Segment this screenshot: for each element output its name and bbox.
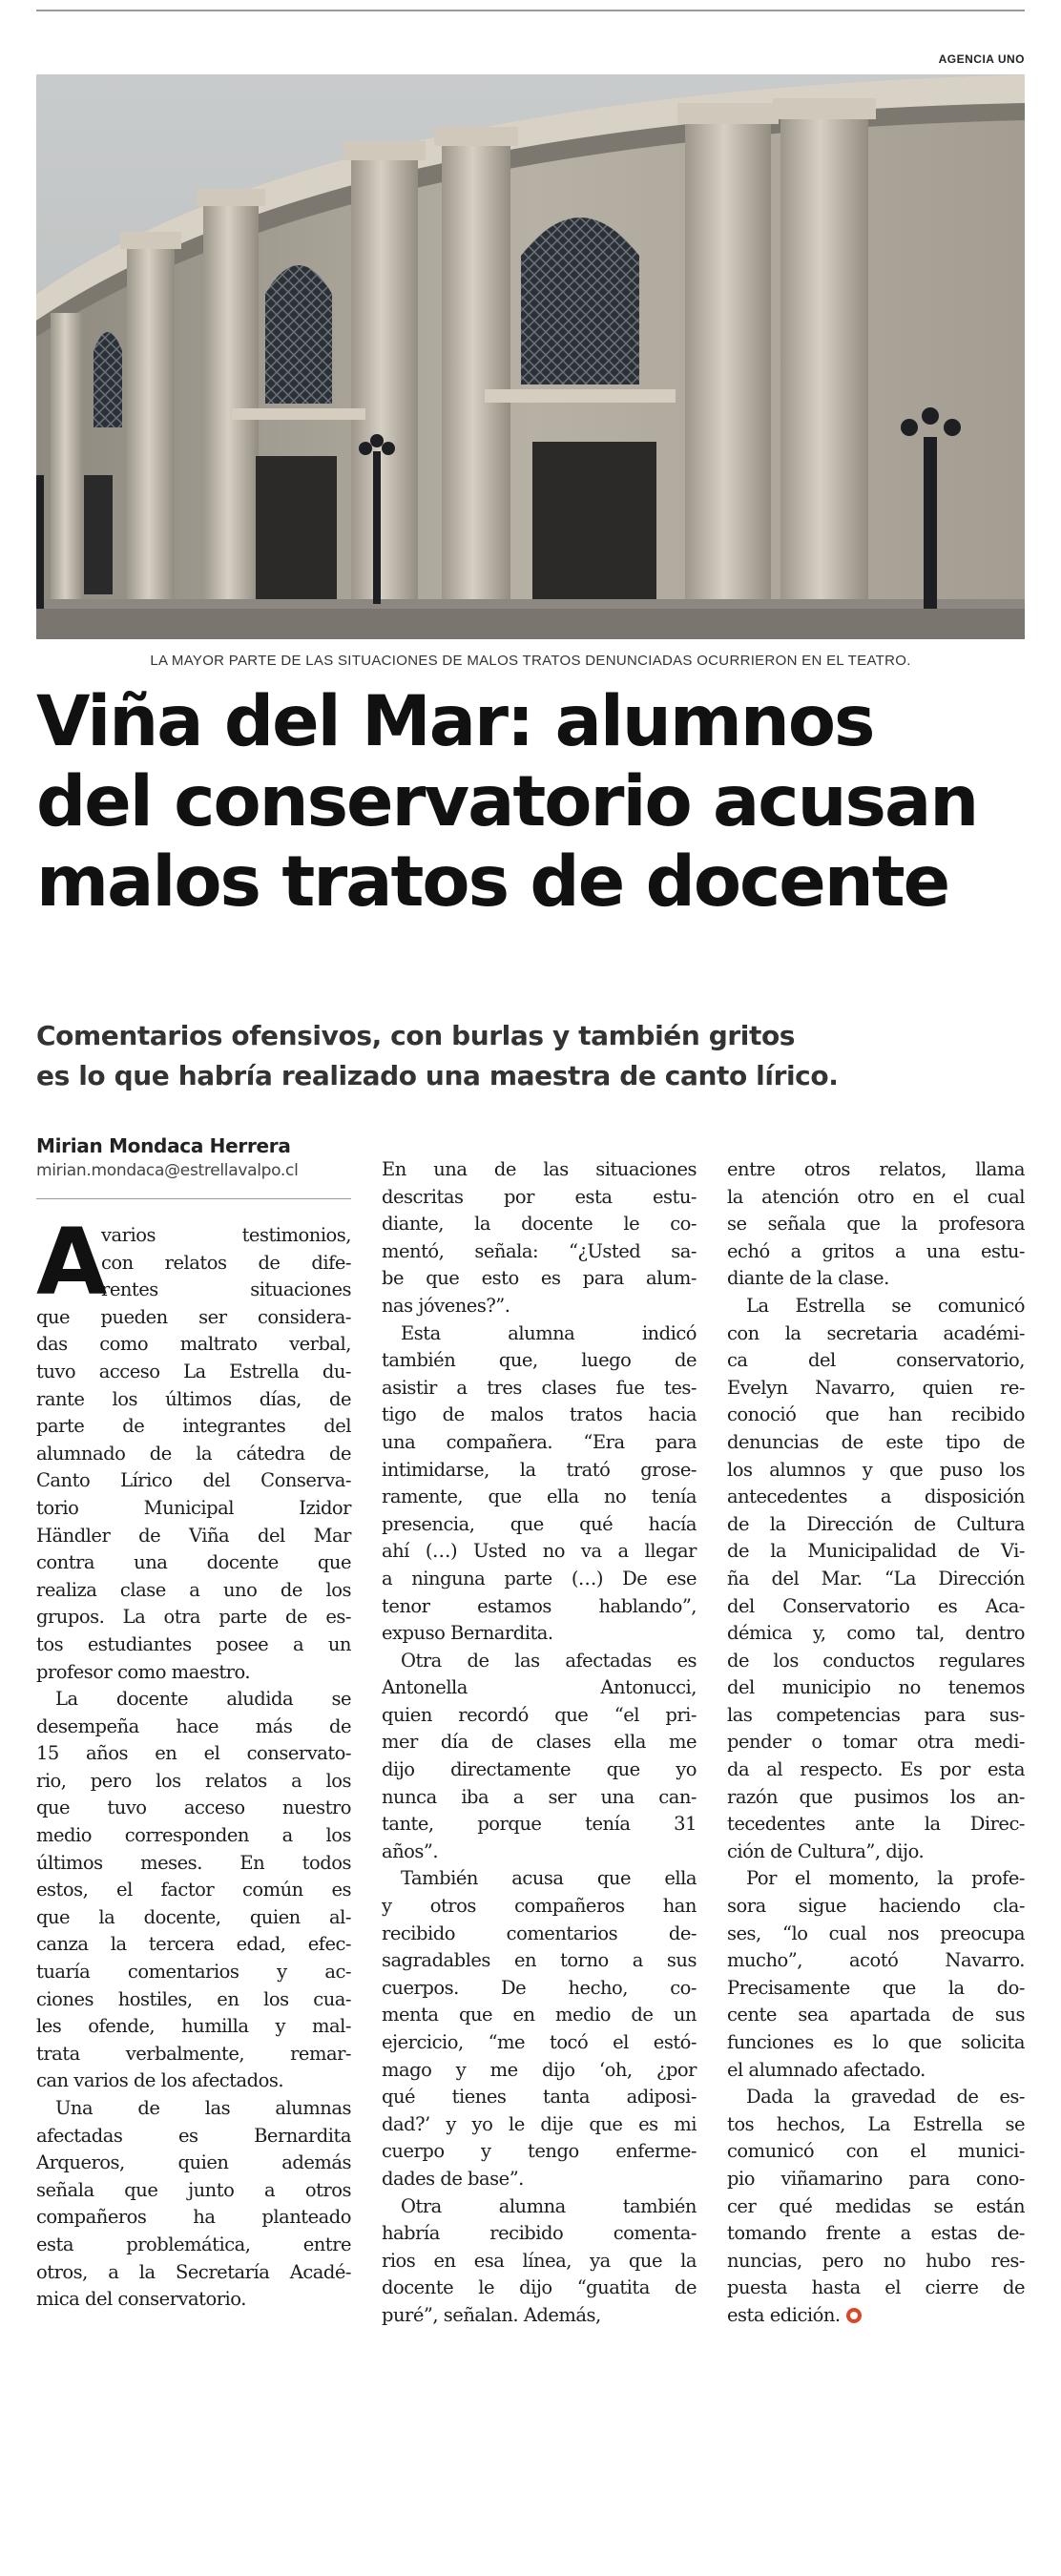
article-text-line: mer día de clases ella me — [382, 1731, 697, 1754]
headline-line: malos tratos de docente — [36, 841, 949, 923]
article-text-line: de la Municipalidad de Vi- — [727, 1540, 1025, 1563]
article-text-line: descritas por esta estu- — [382, 1185, 697, 1208]
article-text-line: una compañera. “Era para — [382, 1430, 697, 1453]
article-text-line: menta que en medio de un — [382, 2004, 697, 2026]
article-text-line: asistir a tres clases fue tes- — [382, 1376, 697, 1399]
article-text-line: ciones hostiles, en los cua- — [36, 1987, 351, 2010]
article-text-line: nuncias, pero no hubo res- — [727, 2249, 1025, 2272]
article-text-line: ramente, que ella no tenía — [382, 1485, 697, 1508]
article-text-line: Händler de Viña del Mar — [36, 1524, 351, 1547]
article-text-line: qué tienes tanta adiposi- — [382, 2086, 697, 2109]
byline-divider — [36, 1198, 351, 1199]
article-text-line: tuvo acceso La Estrella du- — [36, 1360, 351, 1382]
article-text-line: tecedentes ante la Direc- — [727, 1813, 1025, 1836]
article-text-line: otros, a la Secretaría Acadé- — [36, 2260, 351, 2283]
article-text-line: realiza clase a uno de los — [36, 1578, 351, 1601]
article-text-line: ción de Cultura”, dijo. — [727, 1839, 925, 1862]
article-text-line: mago y me dijo ‘oh, ¿por — [382, 2058, 697, 2081]
article-text-line: varios testimonios, — [101, 1224, 351, 1246]
subheadline-line: es lo que habría realizado una maestra de canto lírico. — [36, 1060, 839, 1091]
article-text-line: pender o tomar otra medi- — [727, 1731, 1025, 1754]
article-text-line: Otra alumna también — [401, 2194, 697, 2217]
article-text-line: pio viñamarino para cono- — [727, 2167, 1025, 2190]
lead-paragraph — [36, 1209, 351, 2314]
photo-credit: AGENCIA UNO — [938, 52, 1025, 66]
article-column-3 — [727, 1156, 1025, 2330]
article-text-line: recibido comentarios de- — [382, 1922, 697, 1944]
article-text-line: con relatos de dife- — [101, 1251, 351, 1274]
headline-line: del conservatorio acusan — [36, 761, 978, 842]
article-text-line: rio, pero los relatos a los — [36, 1769, 351, 1792]
article-text-line: das como maltrato verbal, — [36, 1333, 351, 1356]
article-text-line: docente le dijo “guatita de — [382, 2276, 697, 2299]
article-text-line: Otra de las afectadas es — [401, 1649, 697, 1672]
article-text-line: mucho”, acotó Navarro. — [727, 1949, 1025, 1972]
article-text-line: también que, luego de — [382, 1349, 697, 1372]
article-text-line: cuerpos. De hecho, co- — [382, 1976, 697, 1999]
drop-cap: A — [36, 1209, 107, 1316]
article-text-line: conoció que han recibido — [727, 1403, 1025, 1426]
article-text-line: dades de base”. — [382, 2167, 524, 2190]
article-text-line: alumnado de la cátedra de — [36, 1442, 351, 1465]
article-text-line: afectadas es Bernardita — [36, 2124, 351, 2147]
article-text-line: Precisamente que la do- — [727, 1976, 1025, 1999]
article-text-line: de los conductos regulares — [727, 1649, 1025, 1672]
article-text-line: tigo de malos tratos hacia — [382, 1403, 697, 1426]
article-text-line: ejercicio, “me tocó el estó- — [382, 2031, 697, 2053]
article-text-line: rios en esa línea, ya que la — [382, 2249, 697, 2272]
article-text-line: compañeros ha planteado — [36, 2206, 351, 2229]
subheadline-line: Comentarios ofensivos, con burlas y también gritos — [36, 1020, 796, 1051]
article-text-line: echó a gritos a una estu- — [727, 1239, 1025, 1262]
article-text-line: démica y, como tal, dentro — [727, 1622, 1025, 1645]
article-text-line: ca del conservatorio, — [727, 1349, 1025, 1372]
article-text-line: Esta alumna indicó — [401, 1321, 697, 1344]
article-text-line: mica del conservatorio. — [36, 2288, 246, 2311]
article-text-line: ses, “lo cual nos preocupa — [727, 1922, 1025, 1944]
article-text-line: denuncias de este tipo de — [727, 1430, 1025, 1453]
article-text-line: sora sigue haciendo cla- — [727, 1895, 1025, 1918]
article-text-line: tante, porque tenía 31 — [382, 1813, 697, 1836]
subheadline — [36, 1016, 1025, 1096]
article-text-line: los alumnos y que puso los — [727, 1458, 1025, 1481]
article-text-line: torio Municipal Izidor — [36, 1496, 351, 1519]
article-text-line: rentes situaciones — [101, 1278, 351, 1301]
article-text-line: años”. — [382, 1839, 439, 1862]
article-column-2 — [382, 1156, 697, 2330]
article-text-line: can varios de los afectados. — [36, 2069, 284, 2092]
article-text-line: diante de la clase. — [727, 1267, 889, 1290]
author-email[interactable]: mirian.mondaca@estrellavalpo.cl — [36, 1161, 299, 1180]
article-column-1 — [36, 1133, 351, 2314]
article-text-line: se señala que la profesora — [727, 1213, 1025, 1236]
article-text-line: nunca iba a ser una can- — [382, 1785, 697, 1808]
article-text-line: que tuvo acceso nuestro — [36, 1797, 351, 1819]
article-text-line: del municipio no tenemos — [727, 1676, 1025, 1699]
article-text-line: razón que pusimos los an- — [727, 1785, 1025, 1808]
article-text-line: dad?’ y yo le dije que es mi — [382, 2112, 697, 2135]
article-text-line: La docente aludida se — [55, 1688, 351, 1711]
article-text-line: quien recordó que “el pri- — [382, 1703, 697, 1726]
article-text-line: comunicó con el munici- — [727, 2140, 1025, 2163]
headline — [36, 682, 1025, 923]
article-text-line: grupos. La otra parte de es- — [36, 1606, 351, 1629]
article-text-line: Una de las alumnas — [55, 2097, 351, 2119]
article-text-line: tenor estamos hablando”, — [382, 1594, 697, 1617]
article-text-line: puesta hasta el cierre de — [727, 2276, 1025, 2299]
article-text-line: parte de integrantes del — [36, 1415, 351, 1438]
theatre-photo — [36, 74, 1025, 639]
article-text-line: También acusa que ella — [401, 1867, 697, 1890]
article-text-line: últimos meses. En todos — [36, 1851, 351, 1874]
article-text-line: la atención otro en el cual — [727, 1185, 1025, 1208]
article-text-line: tos estudiantes posee a un — [36, 1632, 351, 1655]
article-text-line: entre otros relatos, llama — [727, 1158, 1025, 1180]
article-text-line: ña del Mar. “La Dirección — [727, 1567, 1025, 1589]
article-text-line: La Estrella se comunicó — [746, 1294, 1025, 1317]
article-text-line: sagradables en torno a sus — [382, 1949, 697, 1972]
article-text-line: esta problemática, entre — [36, 2233, 351, 2255]
article-text-line: funciones es lo que solicita — [727, 2031, 1025, 2053]
article-text-line: expuso Bernardita. — [382, 1622, 553, 1645]
photo-caption: LA MAYOR PARTE DE LAS SITUACIONES DE MALOS TRATOS DENUNCIADAS OCURRIERON EN EL TEATRO. — [150, 653, 911, 669]
article-text-line: ahí (…) Usted no va a llegar — [382, 1540, 697, 1563]
article-text-line: presencia, que qué hacía — [382, 1512, 697, 1535]
article-text-line: que la docente, quien al- — [36, 1905, 351, 1928]
article-text-line: profesor como maestro. — [36, 1660, 251, 1683]
article-text-line: que pueden ser considera- — [36, 1305, 351, 1328]
article-text-line: cente sea apartada de sus — [727, 2004, 1025, 2026]
author-name: Mirian Mondaca Herrera — [36, 1134, 291, 1157]
article-text-line: cer qué medidas se están — [727, 2194, 1025, 2217]
article-text-line: trata verbalmente, remar- — [36, 2042, 351, 2065]
article-text-line: habría recibido comenta- — [382, 2222, 697, 2245]
article-text-line: Evelyn Navarro, quien re- — [727, 1376, 1025, 1399]
article-text-line: cuerpo y tengo enferme- — [382, 2140, 697, 2163]
article-text-line: desempeña hace más de — [36, 1714, 351, 1737]
top-rule — [36, 10, 1025, 11]
article-text-line: En una de las situaciones — [382, 1158, 697, 1180]
article-text-line: tos hechos, La Estrella se — [727, 2112, 1025, 2135]
article-text-line: el alumnado afectado. — [727, 2058, 926, 2081]
end-of-article-icon — [846, 2308, 862, 2323]
article-text-line: Canto Lírico del Conserva- — [36, 1469, 351, 1492]
article-text-line: las competencias para sus- — [727, 1703, 1025, 1726]
article-text-line: Por el momento, la profe- — [746, 1867, 1025, 1890]
article-text-line: puré”, señalan. Además, — [382, 2303, 601, 2326]
article-text-line: be que esto es para alum- — [382, 1267, 697, 1290]
article-text-line: esta edición. — [727, 2302, 1025, 2330]
article-text-line: mentó, señala: “¿Usted sa- — [382, 1239, 697, 1262]
article-text-line: contra una docente que — [36, 1551, 351, 1574]
article-text-line: canza la tercera edad, efec- — [36, 1933, 351, 1956]
article-text-line: estos, el factor común es — [36, 1879, 351, 1901]
article-text-line: Antonella Antonucci, — [382, 1676, 697, 1699]
article-text-line: 15 años en el conservato- — [36, 1742, 351, 1765]
article-text-line: tuaría comentarios y ac- — [36, 1961, 351, 1984]
article-text-line: señala que junto a otros — [36, 2178, 351, 2201]
article-text-line: diante, la docente le co- — [382, 1213, 697, 1236]
article-text-line: y otros compañeros han — [382, 1895, 697, 1918]
article-text-line: a ninguna parte (…) De ese — [382, 1567, 697, 1589]
article-text-line: les ofende, humilla y mal- — [36, 2015, 351, 2038]
article-text-line: con la secretaria académi- — [727, 1321, 1025, 1344]
article-text-line: Dada la gravedad de es- — [746, 2086, 1025, 2109]
article-text-line: dijo directamente que yo — [382, 1758, 697, 1781]
article-text-line: de la Dirección de Cultura — [727, 1512, 1025, 1535]
article-text-line: tomando frente a estas de- — [727, 2222, 1025, 2245]
article-text-line: antecedentes a disposición — [727, 1485, 1025, 1508]
article-text-line: medio corresponden a los — [36, 1824, 351, 1847]
article-text-line: rante los últimos días, de — [36, 1387, 351, 1410]
article-text-line: intimidarse, la trató grose- — [382, 1458, 697, 1481]
article-text-line: Arqueros, quien además — [36, 2151, 351, 2174]
headline-line: Viña del Mar: alumnos — [36, 681, 874, 762]
article-text-line: da al respecto. Es por esta — [727, 1758, 1025, 1781]
article-text-line: nas jóvenes?”. — [382, 1294, 510, 1317]
article-text-line: del Conservatorio es Aca- — [727, 1594, 1025, 1617]
